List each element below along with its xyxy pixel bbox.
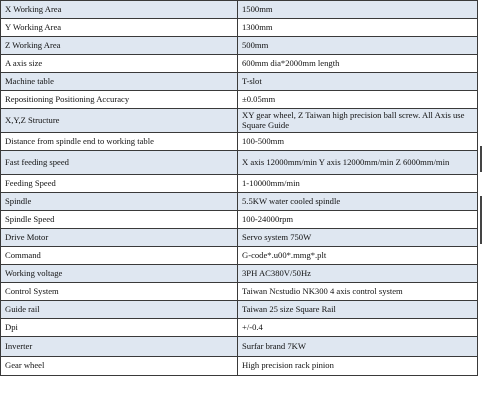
spec-value: 100-500mm <box>238 133 478 151</box>
table-row <box>1 175 478 193</box>
spec-label: Fast feeding speed <box>1 151 238 175</box>
spec-label: Distance from spindle end to working table <box>1 133 238 151</box>
table-row <box>1 265 478 283</box>
table-row <box>1 37 478 55</box>
spec-value: XY gear wheel, Z Taiwan high precision ball screw. All Axis use Square Guide <box>238 109 478 133</box>
spec-value: Taiwan 25 size Square Rail <box>238 301 478 319</box>
spec-value: 500mm <box>238 37 478 55</box>
spec-value: 5.5KW water cooled spindle <box>238 193 478 211</box>
spec-label: Guide rail <box>1 301 238 319</box>
table-row <box>1 357 478 376</box>
table-row <box>1 1 478 19</box>
spec-value: ±0.05mm <box>238 91 478 109</box>
spec-value: T-slot <box>238 73 478 91</box>
spec-value: Surfar brand 7KW <box>238 337 478 357</box>
spec-label: Control System <box>1 283 238 301</box>
spec-value: 600mm dia*2000mm length <box>238 55 478 73</box>
spec-value: Taiwan Ncstudio NK300 4 axis control system <box>238 283 478 301</box>
table-row <box>1 133 478 151</box>
spec-label: Spindle <box>1 193 238 211</box>
spec-label: Drive Motor <box>1 229 238 247</box>
spec-value: High precision rack pinion <box>238 357 478 376</box>
spec-label: Machine table <box>1 73 238 91</box>
table-row <box>1 73 478 91</box>
spec-label: Working voltage <box>1 265 238 283</box>
spec-label: Gear wheel <box>1 357 238 376</box>
spec-value: 100-24000rpm <box>238 211 478 229</box>
spec-value: G-code*.u00*.mmg*.plt <box>238 247 478 265</box>
spec-value: +/-0.4 <box>238 319 478 337</box>
table-row <box>1 19 478 37</box>
table-row <box>1 55 478 73</box>
spec-value: 1500mm <box>238 1 478 19</box>
spec-label: Command <box>1 247 238 265</box>
table-row <box>1 91 478 109</box>
spec-label: Y Working Area <box>1 19 238 37</box>
table-row <box>1 193 478 211</box>
table-row <box>1 319 478 337</box>
table-row <box>1 151 478 175</box>
spec-label: Feeding Speed <box>1 175 238 193</box>
table-row <box>1 301 478 319</box>
spec-table-body <box>1 1 478 376</box>
table-row <box>1 283 478 301</box>
spec-value: 1300mm <box>238 19 478 37</box>
table-row <box>1 229 478 247</box>
spec-value: X axis 12000mm/min Y axis 12000mm/min Z 6000mm/min <box>238 151 478 175</box>
spec-label: Dpi <box>1 319 238 337</box>
spec-label: A axis size <box>1 55 238 73</box>
spec-label: Spindle Speed <box>1 211 238 229</box>
spec-label: X Working Area <box>1 1 238 19</box>
spec-label: Inverter <box>1 337 238 357</box>
spec-value: Servo system 750W <box>238 229 478 247</box>
spec-value: 3PH AC380V/50Hz <box>238 265 478 283</box>
spec-label: Z Working Area <box>1 37 238 55</box>
table-row <box>1 211 478 229</box>
table-row <box>1 337 478 357</box>
table-row <box>1 247 478 265</box>
table-row <box>1 109 478 133</box>
spec-label: Repositioning Positioning Accuracy <box>1 91 238 109</box>
spec-label: X,Y,Z Structure <box>1 109 238 133</box>
spec-value: 1-10000mm/min <box>238 175 478 193</box>
